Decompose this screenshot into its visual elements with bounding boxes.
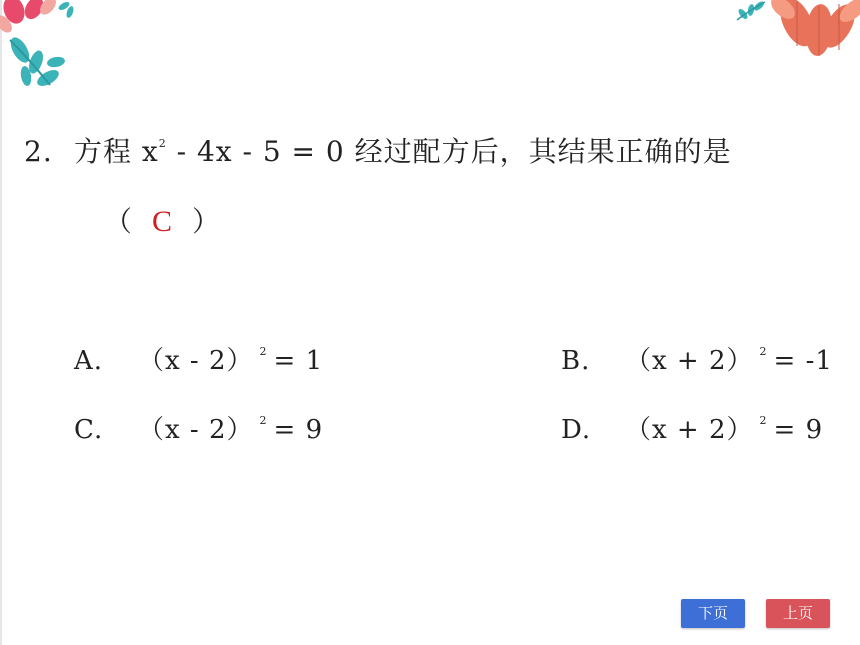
option-a-label: A. [74,346,104,376]
answer-value: C [152,205,173,238]
option-a-rhs: = 1 [273,346,324,376]
option-c [74,409,323,446]
option-b-base: （x + 2） [625,346,754,376]
answer-blank [104,200,220,240]
option-b [561,340,833,377]
question-exponent: 2 [158,136,167,150]
previous-page-button[interactable]: 上页 [766,599,830,628]
option-c-base: （x - 2） [138,415,254,445]
answer-close-paren: ） [192,205,221,238]
option-d [561,409,823,446]
option-d-rhs: = 9 [773,415,824,445]
question-number: 2. [24,135,53,168]
question-text-after: - 4x - 5 = 0 经过配方后，其结果正确的是 [166,135,732,168]
option-d-label: D. [561,415,592,445]
question-text [24,130,844,170]
option-a [74,340,323,377]
floral-decoration-top-left [0,0,90,95]
option-a-exponent: 2 [259,345,268,359]
option-b-rhs: = -1 [773,346,833,376]
slide-left-edge [0,0,2,645]
option-c-rhs: = 9 [273,415,324,445]
option-b-label: B. [561,346,591,376]
option-d-exponent: 2 [759,414,768,428]
option-c-label: C. [74,415,104,445]
next-page-button[interactable]: 下页 [681,599,745,628]
floral-decoration-top-right [735,0,860,70]
option-a-base: （x - 2） [138,346,254,376]
answer-open-paren: （ [104,205,133,238]
option-d-base: （x + 2） [625,415,754,445]
option-b-exponent: 2 [759,345,768,359]
question-text-before: 方程 x [74,135,159,168]
option-c-exponent: 2 [259,414,268,428]
